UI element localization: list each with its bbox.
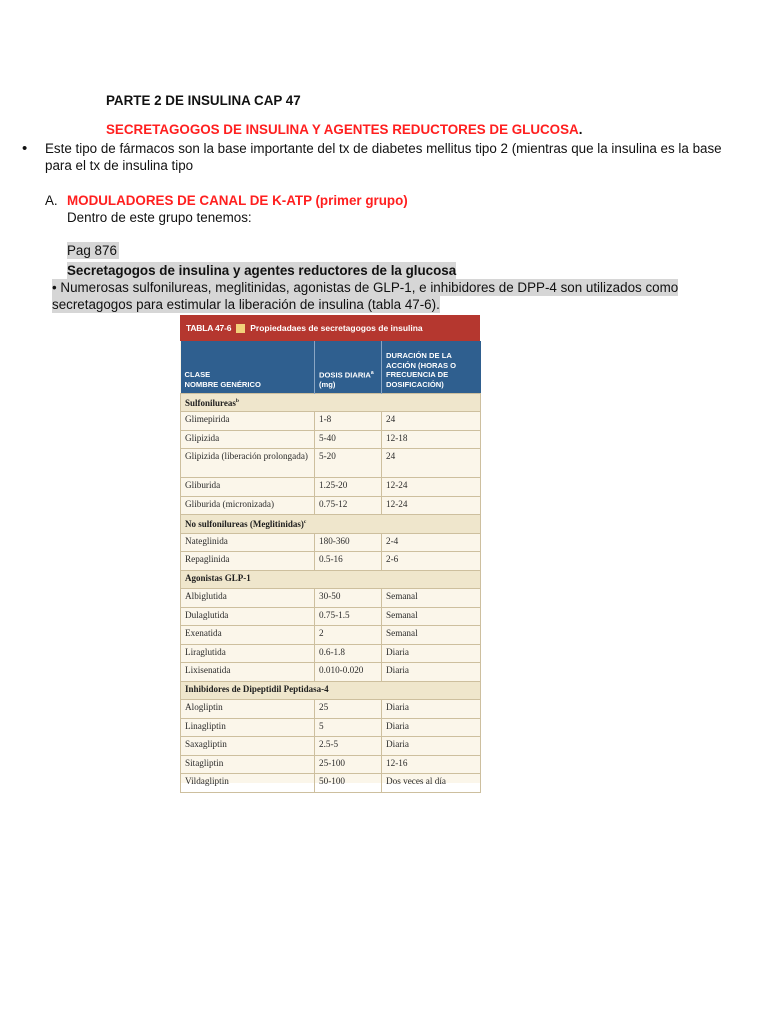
table-caption	[180, 315, 480, 341]
quote-body	[52, 279, 752, 313]
quote-body-text: • Numerosas sulfonilureas, meglitinidas, agonistas de GLP-1, e inhibidores de DPP-4 son utilizados como secretagogos para estimular la liberación de insulina (tabla 47-6).	[52, 280, 679, 312]
group-name	[181, 570, 481, 589]
table-caption-number: TABLA 47-6	[186, 323, 232, 333]
group-footnote-mark: b	[235, 397, 239, 404]
header-class-line1: CLASE	[184, 370, 211, 380]
table-row	[181, 552, 481, 571]
dose-cell: 5	[315, 718, 382, 737]
dose-cell: 1-8	[315, 412, 382, 431]
subtitle-period: .	[578, 122, 583, 137]
duration-cell: 12-18	[382, 430, 481, 449]
group-name	[181, 393, 481, 412]
table-row	[181, 737, 481, 756]
dose-cell: 2.5-5	[315, 737, 382, 756]
quote-title: Secretagogos de insulina y agentes reductores de la glucosa	[67, 263, 457, 278]
table-row	[181, 478, 481, 497]
duration-cell: 24	[382, 412, 481, 431]
duration-cell: Semanal	[382, 589, 481, 608]
group-name	[181, 681, 481, 700]
duration-cell: Semanal	[382, 607, 481, 626]
table-caption-title: Propiedadaes de secretagogos de insulina	[250, 323, 423, 333]
group-name-text: Sulfonilureas	[185, 397, 236, 408]
table-row	[181, 774, 481, 793]
dose-cell: 1.25-20	[315, 478, 382, 497]
page-reference: Pag 876	[67, 243, 117, 258]
drug-name-cell: Gliburida (micronizada)	[181, 496, 315, 515]
table-row	[181, 644, 481, 663]
dose-cell: 0.6-1.8	[315, 644, 382, 663]
table-row	[181, 718, 481, 737]
drug-name-cell: Vildagliptin	[181, 774, 315, 793]
dose-cell: 0.75-1.5	[315, 607, 382, 626]
dose-cell: 2	[315, 626, 382, 645]
dose-cell: 180-360	[315, 533, 382, 552]
table-group-row	[181, 515, 481, 534]
drug-name-cell: Albiglutida	[181, 589, 315, 608]
table-row	[181, 412, 481, 431]
header-duration: DURACIÓN DE LA ACCIÓN (HORAS O FRECUENCIA DE DOSIFICACIÓN)	[382, 341, 481, 393]
drug-name-cell: Alogliptin	[181, 700, 315, 719]
dose-cell: 25-100	[315, 755, 382, 774]
table-row	[181, 589, 481, 608]
drug-name-cell: Linagliptin	[181, 718, 315, 737]
group-name-text: Inhibidores de Dipeptidil Peptidasa-4	[185, 683, 329, 694]
dose-cell: 0.5-16	[315, 552, 382, 571]
header-dose-line1: DOSIS DIARIA	[319, 370, 371, 380]
table-row	[181, 607, 481, 626]
table-row	[181, 755, 481, 774]
duration-cell: 12-16	[382, 755, 481, 774]
duration-cell: Diaria	[382, 644, 481, 663]
section-a-description: Dentro de este grupo tenemos:	[67, 210, 252, 225]
header-class	[181, 341, 315, 393]
group-name-text: No sulfonilureas (Meglitinidas)	[185, 519, 304, 529]
dose-cell: 5-40	[315, 430, 382, 449]
dose-cell: 30-50	[315, 589, 382, 608]
drug-name-cell: Repaglinida	[181, 552, 315, 571]
duration-cell: Diaria	[382, 737, 481, 756]
group-name-text: Agonistas GLP-1	[185, 572, 251, 583]
table-group-row	[181, 570, 481, 589]
drug-name-cell: Dulaglutida	[181, 607, 315, 626]
duration-cell: Diaria	[382, 718, 481, 737]
dose-cell: 25	[315, 700, 382, 719]
bullet-paragraph: Este tipo de fármacos son la base importante del tx de diabetes mellitus tipo 2 (mientras que la insulina es la base para el tx de insulina tipo	[45, 141, 722, 173]
duration-cell: Diaria	[382, 700, 481, 719]
bullet-marker: •	[22, 140, 28, 157]
group-name	[181, 515, 481, 534]
table-row	[181, 700, 481, 719]
drug-name-cell: Gliburida	[181, 478, 315, 497]
table-group-row	[181, 681, 481, 700]
table-row	[181, 430, 481, 449]
drug-name-cell: Exenatida	[181, 626, 315, 645]
drug-name-cell: Sitagliptin	[181, 755, 315, 774]
subtitle-text: SECRETAGOGOS DE INSULINA Y AGENTES REDUCTORES DE GLUCOSA	[106, 122, 579, 137]
header-dose-sup: a	[370, 369, 374, 376]
drug-name-cell: Saxagliptin	[181, 737, 315, 756]
dose-cell: 0.75-12	[315, 496, 382, 515]
table-row	[181, 663, 481, 682]
duration-cell: Semanal	[382, 626, 481, 645]
document-subtitle	[106, 121, 582, 138]
duration-cell: 24	[382, 449, 481, 478]
header-class-line2: NOMBRE GENÉRICO	[184, 379, 261, 389]
header-dose-line2: (mg)	[319, 379, 336, 389]
duration-cell: 12-24	[382, 478, 481, 497]
duration-cell: Dos veces al día	[382, 774, 481, 793]
document-title: PARTE 2 DE INSULINA CAP 47	[106, 93, 301, 108]
header-dose	[315, 341, 382, 393]
duration-cell: 2-4	[382, 533, 481, 552]
table-group-row	[181, 393, 481, 412]
caption-square-icon	[236, 324, 245, 333]
table-row	[181, 496, 481, 515]
table-row	[181, 626, 481, 645]
duration-cell: 12-24	[382, 496, 481, 515]
duration-cell: 2-6	[382, 552, 481, 571]
section-a-letter: A.	[45, 193, 58, 208]
group-footnote-mark: c	[303, 519, 307, 525]
drug-name-cell: Glipizida (liberación prolongada)	[181, 449, 315, 478]
table-row	[181, 449, 481, 478]
dose-cell: 50-100	[315, 774, 382, 793]
drug-name-cell: Nateglinida	[181, 533, 315, 552]
table-body	[181, 393, 481, 792]
drug-name-cell: Lixisenatida	[181, 663, 315, 682]
table-row	[181, 533, 481, 552]
table-figure	[180, 315, 480, 786]
drug-name-cell: Liraglutida	[181, 644, 315, 663]
dose-cell: 5-20	[315, 449, 382, 478]
section-a-title: MODULADORES DE CANAL DE K-ATP (primer grupo)	[67, 193, 408, 208]
drug-name-cell: Glimepirida	[181, 412, 315, 431]
table-header-row	[181, 341, 481, 393]
dose-cell: 0.010-0.020	[315, 663, 382, 682]
duration-cell: Diaria	[382, 663, 481, 682]
secretagogues-table	[180, 341, 481, 793]
drug-name-cell: Glipizida	[181, 430, 315, 449]
